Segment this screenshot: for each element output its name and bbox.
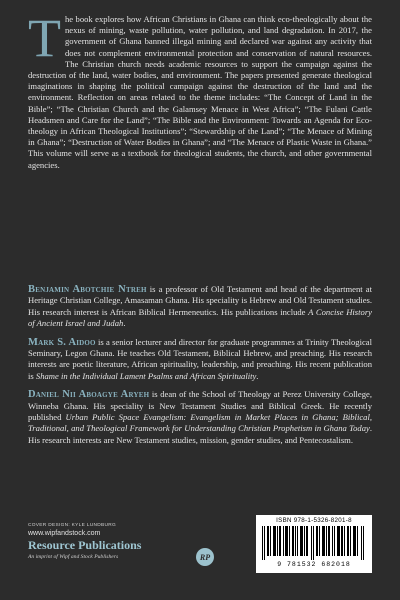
- description-text: he book explores how African Christians in Ghana can think eco-theologically about the nexus of mining, waste pollution, water pollution, and land degradation. In 2017, the government of Ghana banned illegal mining and declared war against any activity that does not complement environmental protection and conservation of natural resources. The Christian church needs academic resources to support the campaign against the destruction of the land, water bodies, and environment. The papers presented generate theological imaginations in shaping the political campaign against the destruction of the land and the environment. Reflection on areas related to the theme includes: “The Concept of Land in the Bible”; “The Christian Church and the Galamsey Menace in West Africa”; “The Fulani Cattle Headsmen and Care for the Land”; “The Bible and the Environment: Towards an Agenda for Eco-theology in African Theological Institutions”; “Stewardship of the Land”; “The Menace of Mining in Ghana”; “Destruction of Water Bodies in Ghana”; and “The Menace of Plastic Waste in Ghana.” This volume will serve as a textbook for theological students, the church, and other governmental agencies.: [28, 14, 372, 170]
- bio-text: is a senior lecturer and director for graduate programmes at Trinity Theological Seminary, Legon Ghana. He teaches Old Testament, Biblical Hebrew, and preaching. His research interests are poetic literature, African spirituality, leadership, and preaching. His recent publication is: [28, 336, 373, 381]
- bio-text-end: . His research interests are New Testament studies, mission, gender studies, and Pentecostalism.: [28, 423, 372, 445]
- author-name: Mark S. Aidoo: [28, 336, 96, 348]
- author-bios: [28, 284, 372, 453]
- drop-cap: T: [28, 8, 61, 68]
- publication-title: A Concise History of Ancient Israel and Judah: [28, 306, 372, 329]
- author-name: Daniel Nii Aboagye Aryeh: [28, 389, 150, 401]
- bio-text-end: .: [256, 370, 259, 381]
- publisher-url: www.wipfandstock.com: [28, 530, 101, 537]
- cover-footer: [0, 508, 400, 600]
- author-name: Benjamin Abotchie Ntreh: [28, 284, 147, 295]
- bio-text-end: .: [123, 318, 126, 329]
- author-bio-ntreh: [28, 284, 372, 330]
- barcode-bars-icon: [262, 526, 366, 560]
- bio-text: is a professor of Old Testament and head of the department at Heritage Christian College, Amasaman Ghana. His speciality is Hebrew and Old Testament studies. His research interest is African Biblical Hermeneutics. His publications include: [28, 284, 373, 317]
- cover-design-credit: COVER DESIGN: KYLE LUNDBURG: [28, 523, 117, 528]
- author-bio-aryeh: [28, 389, 372, 446]
- publisher-credits: [28, 523, 141, 560]
- publisher-imprint: An imprint of Wipf and Stock Publishers: [28, 554, 119, 560]
- publication-title: Urban Public Space Evangelism: Evangelism in Market Places in Ghana; Biblical, Traditional, and Theological Framework for Understanding Christian Prophetism in Ghana Today: [28, 412, 372, 434]
- book-description: [28, 8, 372, 171]
- bio-text: is dean of the School of Theology at Perez University College, Winneba Ghana. His speciality is New Testament Studies and Biblical Greek. He recently published: [28, 389, 373, 423]
- author-bio-aidoo: [28, 337, 372, 383]
- publication-title: Shame in the Individual Lament Psalms and African Spirituality: [35, 370, 257, 381]
- publisher-logo-icon: RP: [196, 548, 214, 566]
- barcode-digits: 9 781532 682018: [277, 561, 351, 568]
- isbn-label: ISBN 978-1-5326-8201-8: [276, 517, 352, 524]
- isbn-barcode: [256, 515, 372, 573]
- publisher-name: Resource Publications: [28, 538, 142, 552]
